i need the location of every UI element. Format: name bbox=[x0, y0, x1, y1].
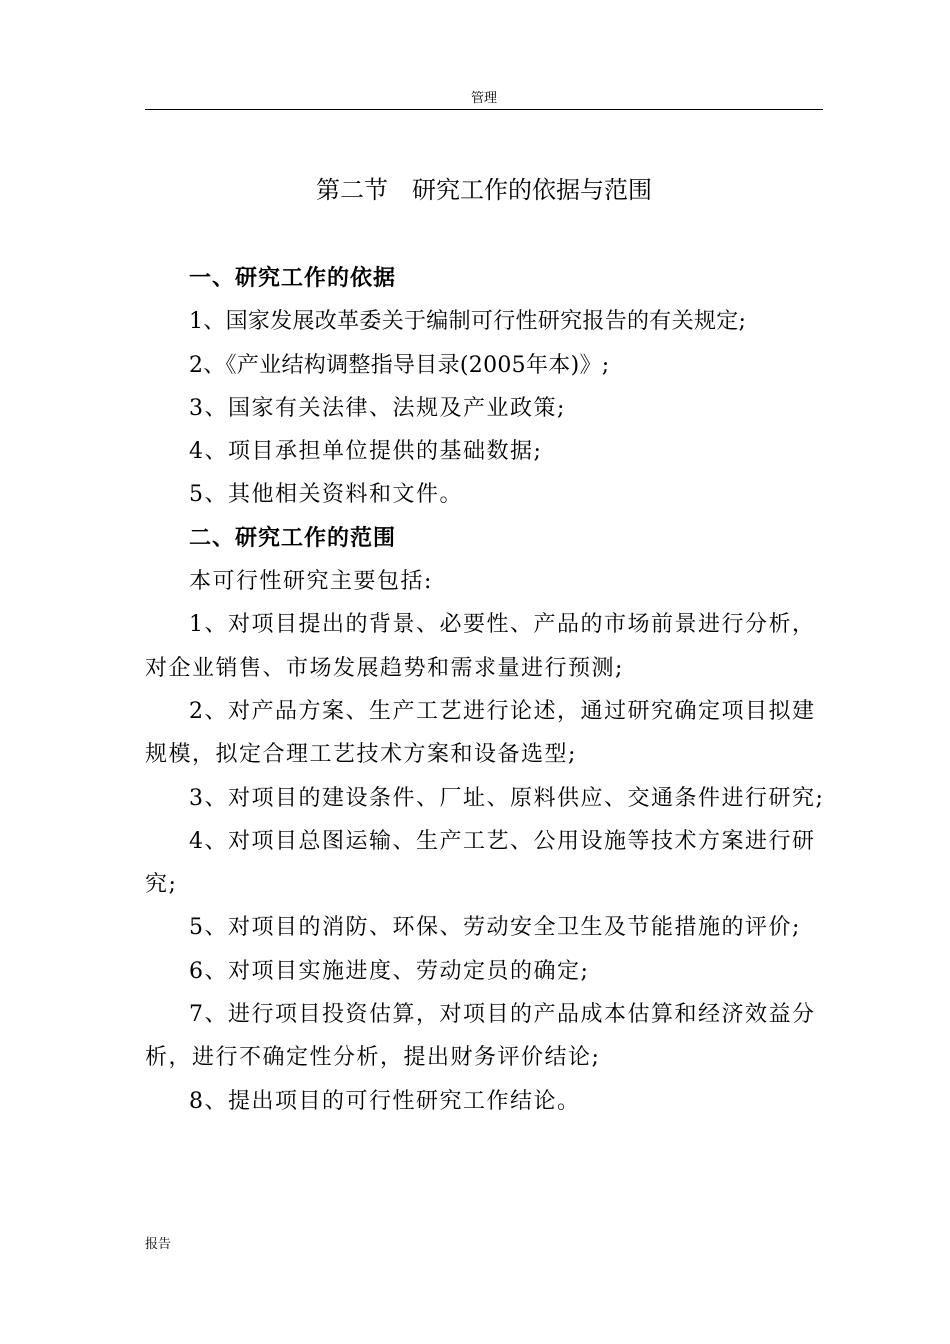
scope-item: 3、对项目的建设条件、厂址、原料供应、交通条件进行研究; bbox=[189, 785, 825, 811]
basis-item: 2、《产业结构调整指导目录(2005年本)》; bbox=[189, 352, 610, 378]
page-header bbox=[145, 89, 823, 110]
scope-item: 5、对项目的消防、环保、劳动安全卫生及节能措施的评价; bbox=[189, 915, 801, 941]
scope-item: 7、进行项目投资估算，对项目的产品成本估算和经济效益分析，进行不确定性分析，提出财务评价结论; bbox=[145, 1002, 816, 1071]
basis-item: 4、项目承担单位提供的基础数据; bbox=[189, 439, 543, 465]
scope-heading: 二、研究工作的范围 bbox=[189, 525, 397, 551]
basis-item: 3、国家有关法律、法规及产业政策; bbox=[189, 395, 566, 421]
scope-item: 2、对产品方案、生产工艺进行论述，通过研究确定项目拟建规模，拟定合理工艺技术方案和设备选型; bbox=[145, 698, 816, 768]
scope-item: 4、对项目总图运输、生产工艺、公用设施等技术方案进行研究; bbox=[145, 828, 816, 898]
section-title: 第二节 研究工作的依据与范围 bbox=[316, 176, 652, 204]
document-body bbox=[145, 257, 825, 1123]
scope-intro: 本可行性研究主要包括: bbox=[189, 569, 433, 595]
scope-item: 6、对项目实施进度、劳动定员的确定; bbox=[189, 958, 590, 984]
footer-text: 报告 bbox=[145, 1237, 172, 1252]
page-footer bbox=[145, 1235, 171, 1255]
basis-item: 5、其他相关资料和文件。 bbox=[189, 482, 463, 508]
basis-item: 1、国家发展改革委关于编制可行性研究报告的有关规定; bbox=[189, 309, 747, 335]
scope-item: 1、对项目提出的背景、必要性、产品的市场前景进行分析，对企业销售、市场发展趋势和需求量进行预测; bbox=[145, 612, 816, 681]
header-text: 管理 bbox=[470, 91, 497, 106]
basis-heading: 一、研究工作的依据 bbox=[189, 266, 397, 291]
scope-item: 8、提出项目的可行性研究工作结论。 bbox=[189, 1088, 581, 1114]
